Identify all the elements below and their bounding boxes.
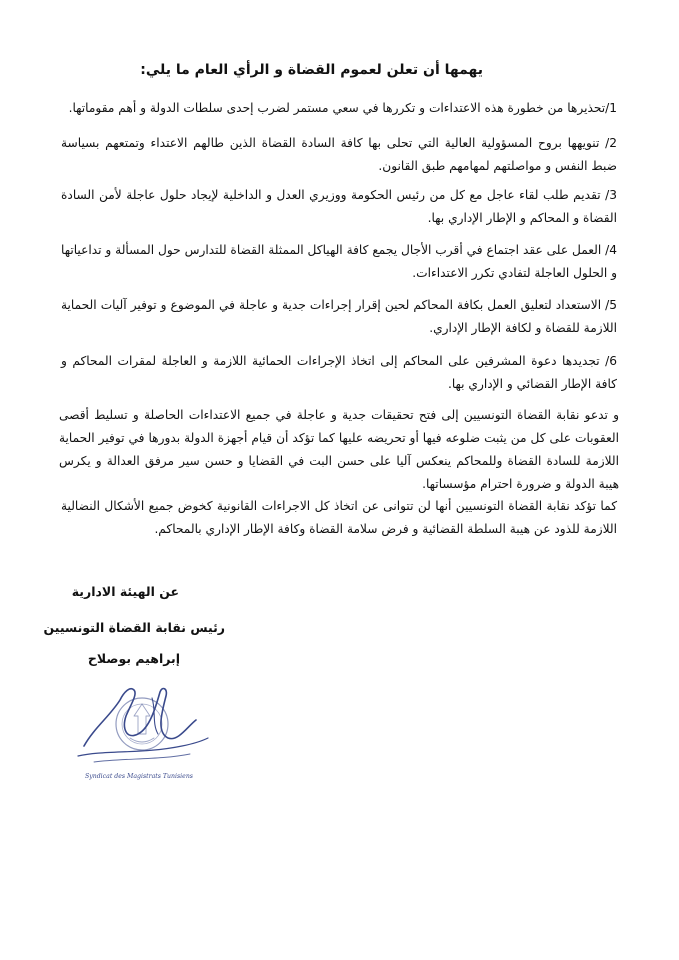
paragraph-4: 4/ العمل على عقد اجتماع في أقرب الأجال يجمع كافة الهياكل الممثلة القضاة للتدارس حول المسألة و تداعياتها و الحلول العاجلة لتفادي تكرر الاعتداءات. — [60, 243, 617, 280]
signature-organization: عن الهيئة الادارية — [71, 584, 179, 599]
stamp-text: Syndicat des Magistrats Tunisiens — [85, 773, 193, 780]
paragraph-6: 6/ تجديدها دعوة المشرفين على المحاكم إلى اتخاذ الإجراءات الحمائية اللازمة و العاجلة لمقرات المحاكم و كافة الإطار القضائي و الإداري بها. — [61, 354, 617, 391]
signature-stamp-icon — [64, 676, 214, 786]
signature-role: رئيس نقابة القضاة التونسيين — [43, 620, 225, 635]
document-heading: يهمها أن تعلن لعموم القضاة و الرأي العام ما يلي: — [140, 62, 483, 78]
paragraph-7: و تدعو نقابة القضاة التونسيين إلى فتح تحقيقات جدية و عاجلة في جميع الاعتداءات الحاصلة و تسليط أقصى العقوبات على كل من يثبت ضلوعه فيها أو تحريضه عليها كما تؤكد أن قيام أجهزة الدولة بدورها في توفير الحماية اللازمة للسادة القضاة وللمحاكم ينعكس آليا على حسن البت في القضايا و حسن سير مرفق العدالة و يكرس هيبة الدولة و ضرورة احترام مؤسساتها. — [59, 408, 619, 491]
paragraph-8: كما تؤكد نقابة القضاة التونسيين أنها لن تتوانى عن اتخاذ كل الاجراءات القانونية كخوض جميع الأشكال النضالية اللازمة للذود عن هيبة السلطة القضائية و فرض سلامة القضاة وكافة الإطار الإداري بالمحاكم. — [61, 499, 617, 536]
signature-name: إبراهيم بوصلاح — [87, 651, 180, 666]
paragraph-1: 1/تحذيرها من خطورة هذه الاعتداءات و تكررها في سعي مستمر لضرب إحدى سلطات الدولة و أهم مقوماتها. — [68, 101, 617, 115]
paragraph-3: 3/ تقديم طلب لقاء عاجل مع كل من رئيس الحكومة ووزيري العدل و الداخلية لإيجاد حلول عاجلة لأمن السادة القضاة و المحاكم و الإطار الإداري بها. — [61, 188, 617, 225]
paragraph-5: 5/ الاستعداد لتعليق العمل بكافة المحاكم لحين إقرار إجراءات جدية و عاجلة في الموضوع و توفير آليات الحماية اللازمة للقضاة و لكافة الإطار الإداري. — [61, 298, 617, 335]
paragraph-2: 2/ تنويهها بروح المسؤولية العالية التي تحلى بها كافة السادة القضاة الذين طالهم الاعتداء وتمتعهم بسياسة ضبط النفس و مواصلتهم لمهامهم طبق القانون. — [61, 136, 617, 173]
